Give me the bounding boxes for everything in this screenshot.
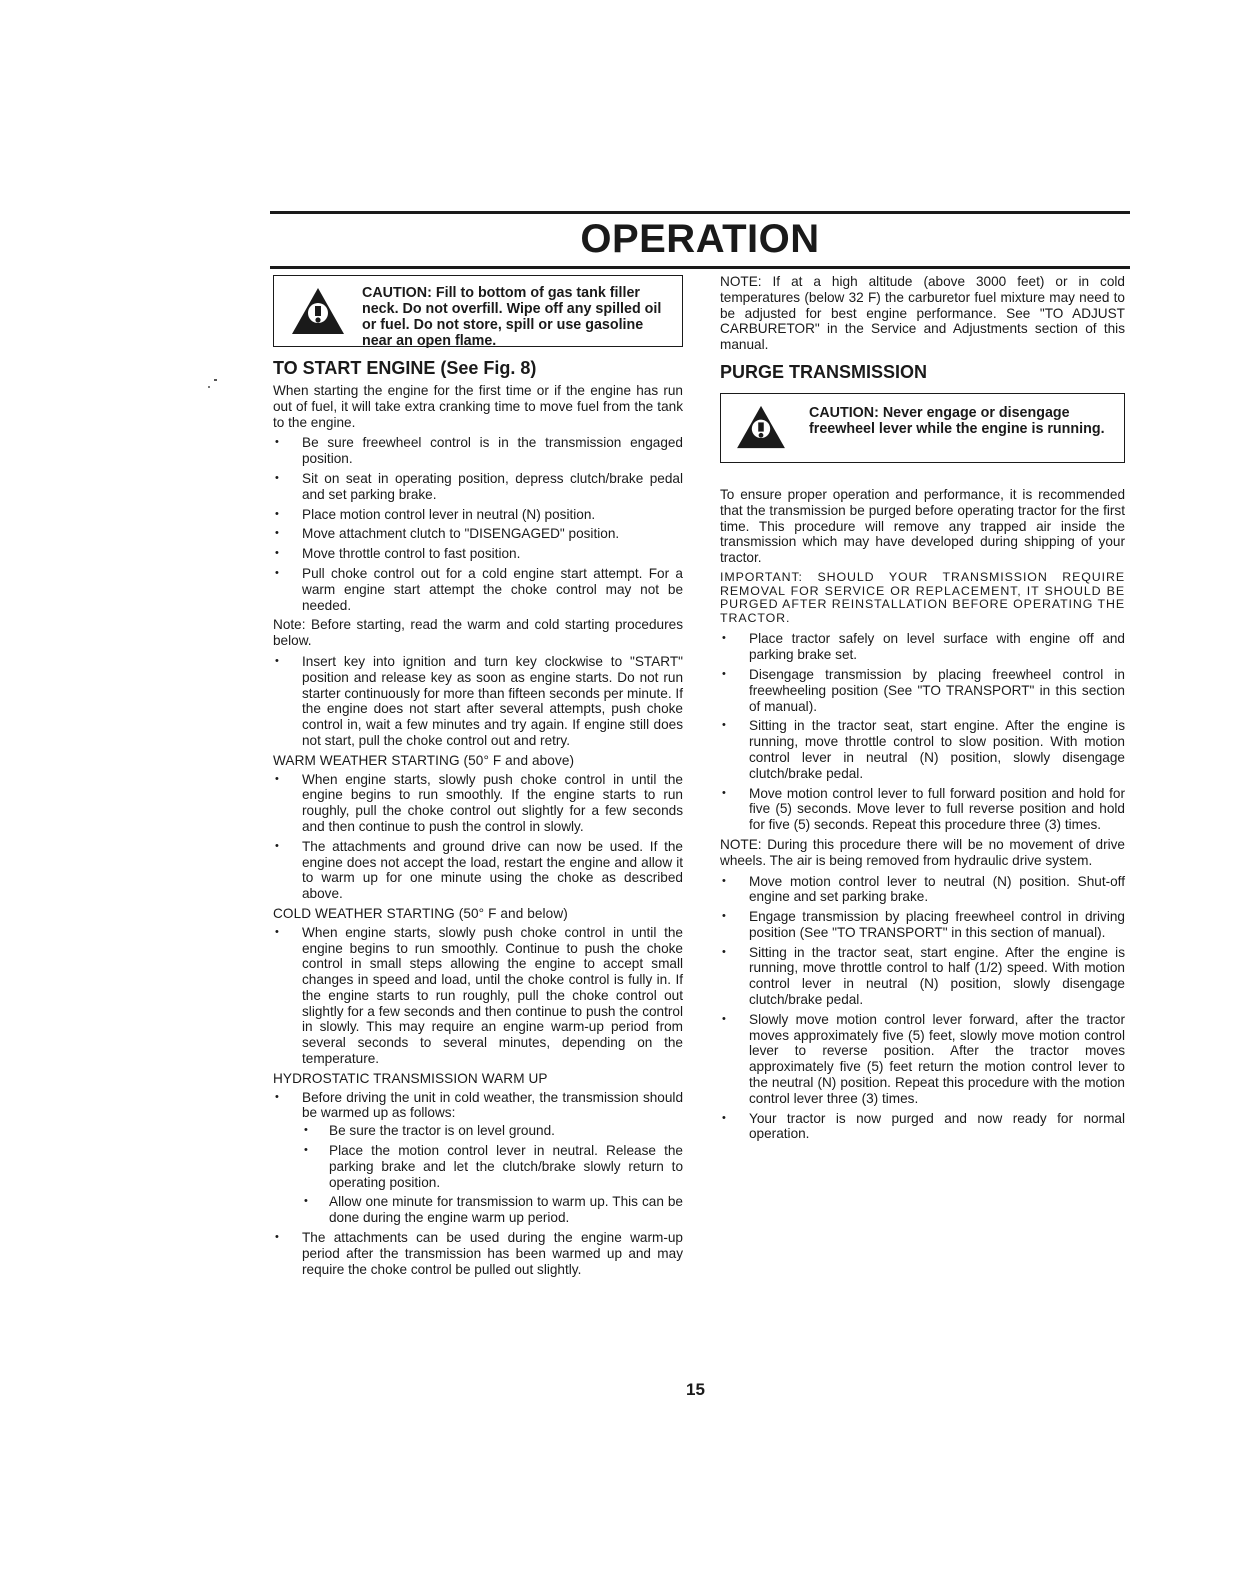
note-paragraph: NOTE: If at a high altitude (above 3000 feet) or in cold temperatures (below 32 F) the carburetor fuel mixture may need to be adjusted for best engine performance. See "TO ADJUST CARBURETOR" in the Service and Adjustments section of this manual. [720, 274, 1125, 353]
hydrostatic-list [273, 1090, 683, 1278]
caution-text: CAUTION: Never engage or disengage freewheel lever while the engine is running. [809, 404, 1105, 437]
list-item: • Place tractor safely on level surface with engine off and parking brake set. [720, 631, 1125, 663]
list-item: • Move attachment clutch to "DISENGAGED" position. [273, 526, 683, 542]
page-number: 15 [686, 1380, 705, 1399]
list-item: • Place motion control lever in neutral (N) position. [273, 507, 683, 523]
cold-weather-list [273, 925, 683, 1067]
list-item: • Your tractor is now purged and now ready for normal operation. [720, 1111, 1125, 1143]
section-heading-purge: PURGE TRANSMISSION [720, 361, 928, 382]
caution-box-fuel [273, 275, 683, 347]
list-item: • When engine starts, slowly push choke control in until the engine begins to run smoothly. If the engine starts to run roughly, pull the choke control out slightly for a few seconds and then continue to push the control in slowly. [273, 772, 683, 835]
subheading-cold-weather: COLD WEATHER STARTING (50° F and below) [273, 905, 568, 921]
caution-text: CAUTION: Fill to bottom of gas tank filler neck. Do not overfill. Wipe off any spilled oil or fuel. Do not store, spill or use gasoline near an open flame. [362, 285, 662, 349]
list-item: • The attachments and ground drive can now be used. If the engine does not accept the load, restart the engine and allow it to warm up for one minute using the choke as described above. [273, 839, 683, 902]
list-item: • Be sure freewheel control is in the transmission engaged position. [273, 435, 683, 467]
list-item-text: Before driving the unit in cold weather, the transmission should be warmed up as follows: [302, 1089, 683, 1121]
ignition-list [273, 654, 683, 749]
warm-weather-list [273, 772, 683, 902]
list-item: • Be sure the tractor is on level ground. [302, 1123, 683, 1139]
purge-steps-list-2 [720, 874, 1125, 1143]
list-item [273, 1090, 683, 1226]
list-item: • Sitting in the tractor seat, start engine. After the engine is running, move throttle control to half (1/2) speed. With motion control lever in neutral (N) position, slowly disengage clutch/brake pedal. [720, 945, 1125, 1008]
list-item: • Place the motion control lever in neutral. Release the parking brake and let the clutch/brake slowly return to operating position. [302, 1143, 683, 1190]
list-item: • Sitting in the tractor seat, start engine. After the engine is running, move throttle control to slow position. With motion control lever in neutral (N) position, slowly disengage clutch/brake pedal. [720, 718, 1125, 781]
section-heading-start-engine: TO START ENGINE (See Fig. 8) [273, 358, 537, 378]
subheading-warm-weather: WARM WEATHER STARTING (50° F and above) [273, 752, 575, 768]
hydrostatic-substeps [302, 1123, 683, 1226]
caution-box-freewheel [720, 393, 1125, 463]
list-item: • When engine starts, slowly push choke control in until the engine begins to run smoothly. Continue to push the choke control in small steps allowing the engine to accept small changes in speed and load, until the choke control is fully in. If the engine starts to run roughly, pull the choke control out slightly for a few seconds and then continue to push the control in slowly. This may require an engine warm-up period from several seconds to several minutes, depending on the temperature. [273, 925, 683, 1067]
list-item: • Slowly move motion control lever forward, after the tractor moves approximately five (5) feet, slowly move motion control lever to reverse position. After the tractor moves approximately five (5) feet return the motion control lever to the neutral (N) position. Repeat this procedure with the motion control lever three (3) times. [720, 1012, 1125, 1107]
start-steps-list [273, 435, 683, 613]
list-item: • Sit on seat in operating position, depress clutch/brake pedal and set parking brake. [273, 471, 683, 503]
list-item: • Engage transmission by placing freewheel control in driving position (See "TO TRANSPORT" in this section of manual). [720, 909, 1125, 941]
purge-steps-list [720, 631, 1125, 833]
list-item: • Insert key into ignition and turn key clockwise to "START" position and release key as soon as engine starts. Do not run starter continuously for more than fifteen seconds per minute. If the engine does not start after several attempts, push choke control in, wait a few minutes and try again. If engine still does not start, pull the choke control out and retry. [273, 654, 683, 749]
list-item: • Move motion control lever to full forward position and hold for five (5) seconds. Move lever to full reverse position and hold for five (5) seconds. Repeat this procedure three (3) times. [720, 786, 1125, 833]
warning-triangle-icon [290, 286, 346, 336]
list-item: • The attachments can be used during the engine warm-up period after the transmission has been warmed up and may require the choke control be pulled out slightly. [273, 1230, 683, 1277]
important-notice: IMPORTANT: SHOULD YOUR TRANSMISSION REQUIRE REMOVAL FOR SERVICE OR REPLACEMENT, IT SHOULD BE PURGED AFTER REINSTALLATION BEFORE OPERATING THE TRACTOR. [720, 569, 1125, 625]
list-item: • Move throttle control to fast position. [273, 546, 683, 562]
right-column [720, 274, 1125, 1146]
note-paragraph: NOTE: During this procedure there will be no movement of drive wheels. The air is being removed from hydraulic drive system. [720, 836, 1125, 868]
page-title: OPERATION [580, 217, 820, 261]
list-item: • Move motion control lever to neutral (N) position. Shut-off engine and set parking brake. [720, 874, 1125, 906]
scan-speck [214, 379, 217, 381]
note-paragraph: Note: Before starting, read the warm and cold starting procedures below. [273, 617, 683, 649]
scan-speck [208, 386, 210, 388]
subheading-hydrostatic: HYDROSTATIC TRANSMISSION WARM UP [273, 1070, 548, 1086]
paragraph: To ensure proper operation and performance, it is recommended that the transmission be purged before operating tractor for the first time. This procedure will remove any trapped air inside the transmission which may have developed during shipping of your tractor. [720, 486, 1125, 566]
warning-triangle-icon [735, 404, 787, 450]
list-item: • Disengage transmission by placing freewheel control in freewheeling position (See "TO TRANSPORT" in this section of manual). [720, 667, 1125, 714]
list-item: • Pull choke control out for a cold engine start attempt. For a warm engine start attempt the choke control may not be needed. [273, 566, 683, 613]
list-item: • Allow one minute for transmission to warm up. This can be done during the engine warm up period. [302, 1194, 683, 1226]
title-rule-bottom [270, 266, 1130, 269]
left-column [273, 275, 683, 1281]
paragraph: When starting the engine for the first time or if the engine has run out of fuel, it will take extra cranking time to move fuel from the tank to the engine. [273, 383, 683, 430]
